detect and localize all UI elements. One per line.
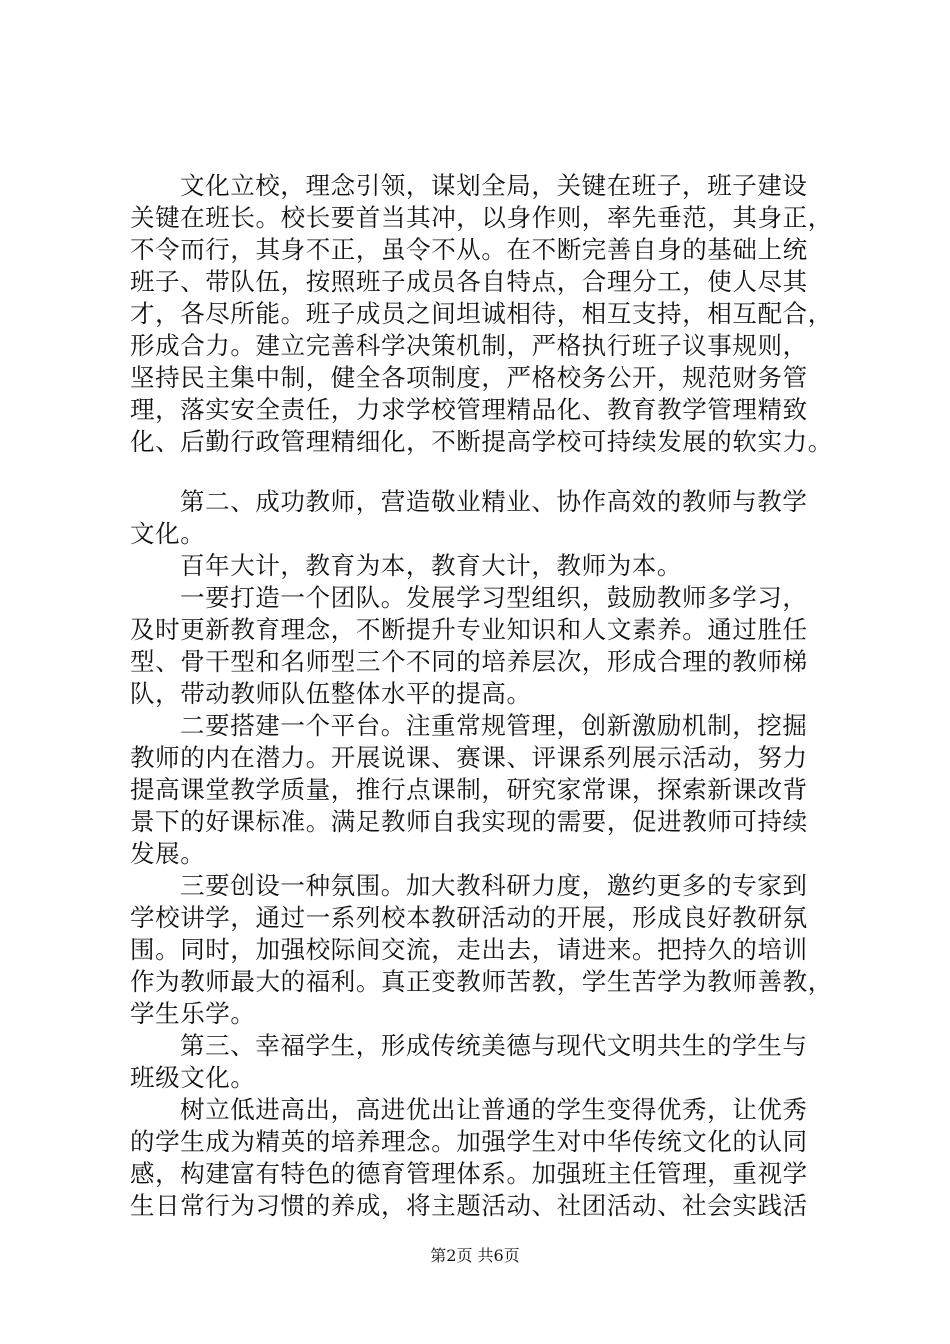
text-line: 生日常行为习惯的养成，将主题活动、社团活动、社会实践活 — [130, 1191, 808, 1220]
text-line: 教师的内在潜力。开展说课、赛课、评课系列展示活动，努力 — [130, 743, 808, 772]
text-line: 形成合力。建立完善科学决策机制，严格执行班子议事规则， — [130, 331, 808, 360]
text-line: 化、后勤行政管理精细化，不断提高学校可持续发展的软实力。 — [130, 427, 833, 456]
paragraph — [130, 582, 835, 710]
text-line: 提高课堂教学质量，推行点课制，研究家常课，探索新课改背 — [130, 775, 808, 804]
text-line: 不令而行，其身不正，虽令不从。在不断完善自身的基础上统 — [130, 235, 808, 264]
text-line: 文化立校，理念引领，谋划全局，关键在班子，班子建设 — [180, 171, 808, 200]
text-line: 坚持民主集中制，健全各项制度，严格校务公开，规范财务管 — [130, 363, 808, 392]
page-number-footer: 第2页 共6页 — [430, 1246, 520, 1265]
paragraph — [130, 550, 835, 582]
text-line: 作为教师最大的福利。真正变教师苦教，学生苦学为教师善教， — [130, 967, 833, 996]
text-line: 关键在班长。校长要首当其冲，以身作则，率先垂范，其身正， — [130, 203, 833, 232]
text-line: 感，构建富有特色的德育管理体系。加强班主任管理，重视学 — [130, 1159, 808, 1188]
text-line: 第二、成功教师，营造敬业精业、协作高效的教师与教学 — [180, 487, 808, 516]
paragraph-gap — [130, 458, 835, 486]
text-line: 的学生成为精英的培养理念。加强学生对中华传统文化的认同 — [130, 1127, 808, 1156]
text-line: 一要打造一个团队。发展学习型组织，鼓励教师多学习， — [180, 583, 808, 612]
text-line: 队，带动教师队伍整体水平的提高。 — [130, 679, 532, 708]
text-line: 第三、幸福学生，形成传统美德与现代文明共生的学生与 — [180, 1031, 808, 1060]
text-line: 班子、带队伍，按照班子成员各自特点，合理分工，使人尽其 — [130, 267, 808, 296]
text-line: 班级文化。 — [130, 1063, 256, 1092]
text-line: 型、骨干型和名师型三个不同的培养层次，形成合理的教师梯 — [130, 647, 808, 676]
text-line: 及时更新教育理念，不断提升专业知识和人文素养。通过胜任 — [130, 615, 808, 644]
text-line: 学生乐学。 — [130, 999, 256, 1028]
text-line: 围。同时，加强校际间交流，走出去，请进来。把持久的培训 — [130, 935, 808, 964]
text-line: 发展。 — [130, 839, 206, 868]
text-line: 学校讲学，通过一系列校本教研活动的开展，形成良好教研氛 — [130, 903, 808, 932]
text-line: 二要搭建一个平台。注重常规管理，创新激励机制，挖掘 — [180, 711, 808, 740]
text-line: 百年大计，教育为本，教育大计，教师为本。 — [180, 551, 682, 580]
paragraph — [130, 870, 835, 1030]
text-line: 景下的好课标准。满足教师自我实现的需要，促进教师可持续 — [130, 807, 808, 836]
paragraph — [130, 170, 835, 458]
paragraph — [130, 710, 835, 870]
text-line: 文化。 — [130, 519, 206, 548]
text-line: 才，各尽所能。班子成员之间坦诚相待，相互支持，相互配合， — [130, 299, 833, 328]
section-heading — [130, 1030, 835, 1094]
text-line: 树立低进高出，高进优出让普通的学生变得优秀，让优秀 — [180, 1095, 808, 1124]
document-body — [130, 170, 835, 1222]
text-line: 理，落实安全责任，力求学校管理精品化、教育教学管理精致 — [130, 395, 808, 424]
section-heading — [130, 486, 835, 550]
paragraph — [130, 1094, 835, 1222]
text-line: 三要创设一种氛围。加大教科研力度，邀约更多的专家到 — [180, 871, 808, 900]
